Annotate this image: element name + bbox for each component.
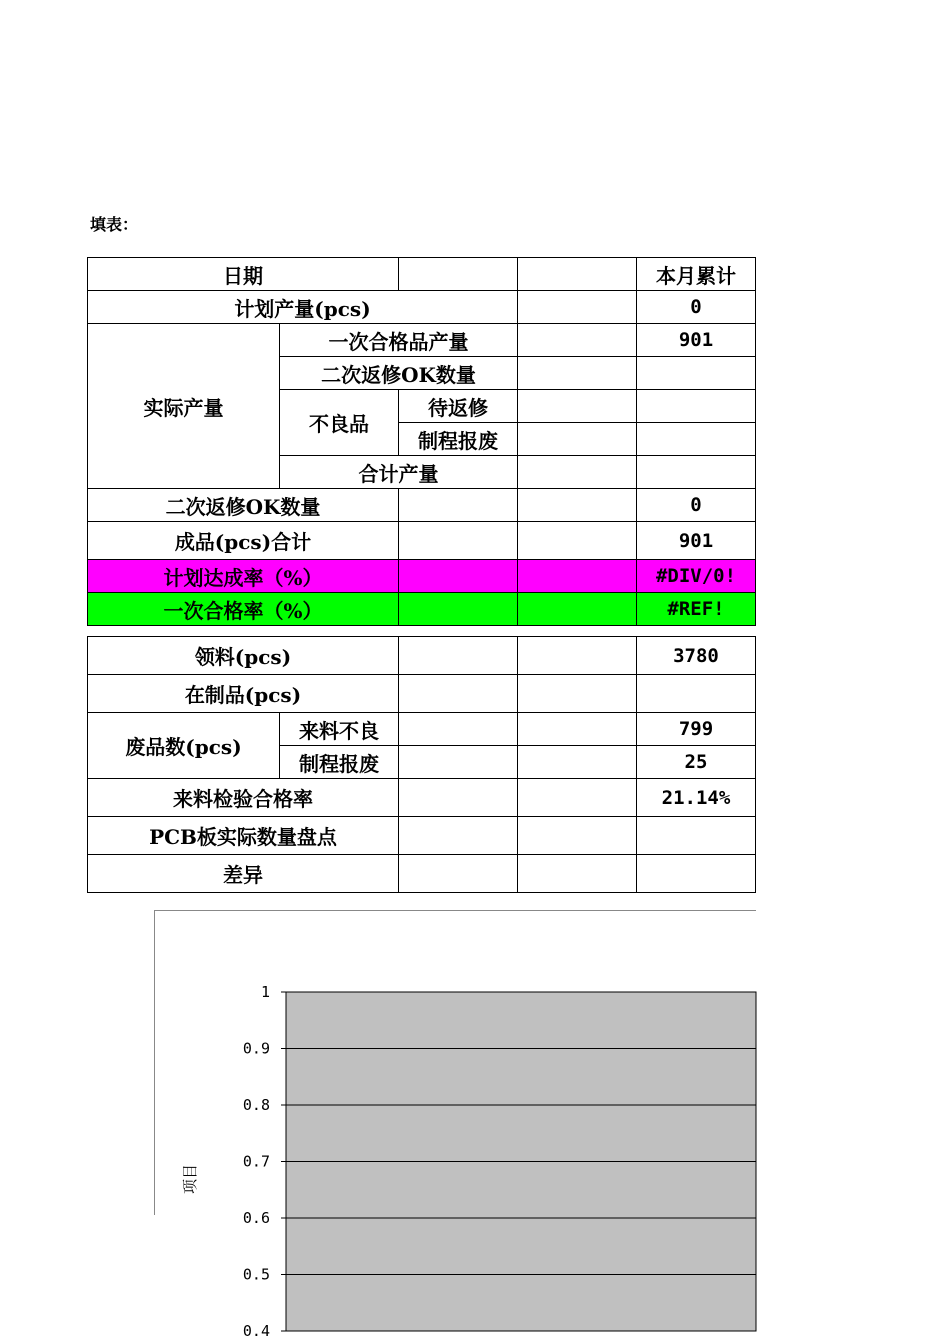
total-output-cell[interactable] bbox=[518, 456, 637, 489]
chart-svg bbox=[155, 911, 756, 1340]
chart-area bbox=[154, 910, 756, 1340]
material-issued-cell-1[interactable] bbox=[399, 637, 518, 675]
defective-label: 不良品 bbox=[280, 390, 399, 456]
rework-ok-cell[interactable] bbox=[518, 357, 637, 390]
process-scrap-qty-value[interactable]: 25 bbox=[637, 746, 756, 779]
pcb-count-row bbox=[88, 817, 756, 855]
actual-output-label: 实际产量 bbox=[88, 324, 280, 489]
date-cell-1[interactable] bbox=[399, 258, 518, 291]
incoming-defect-label: 来料不良 bbox=[280, 713, 399, 746]
form-heading: 填表： bbox=[90, 215, 139, 234]
pcb-count-value[interactable] bbox=[637, 817, 756, 855]
first-pass-output-label: 一次合格品产量 bbox=[280, 324, 518, 357]
wip-label: 在制品(pcs) bbox=[88, 675, 399, 713]
incoming-pass-rate-row bbox=[88, 779, 756, 817]
process-scrap-cell[interactable] bbox=[518, 423, 637, 456]
incoming-pass-rate-value[interactable]: 21.14% bbox=[637, 779, 756, 817]
material-issued-value[interactable]: 3780 bbox=[637, 637, 756, 675]
pending-rework-label: 待返修 bbox=[399, 390, 518, 423]
first-pass-output-value[interactable]: 901 bbox=[637, 324, 756, 357]
pcb-count-cell-1[interactable] bbox=[399, 817, 518, 855]
incoming-defect-row bbox=[88, 713, 756, 746]
pcb-count-cell-2[interactable] bbox=[518, 817, 637, 855]
y-tick-label: 0.6 bbox=[242, 1209, 270, 1227]
total-output-label: 合计产量 bbox=[280, 456, 518, 489]
cumulative-label: 本月累计 bbox=[637, 258, 756, 291]
planned-output-cell[interactable] bbox=[518, 291, 637, 324]
first-pass-output-row bbox=[88, 324, 756, 357]
finished-total-value[interactable]: 901 bbox=[637, 522, 756, 560]
process-scrap-qty-cell-2[interactable] bbox=[518, 746, 637, 779]
rework-ok-label: 二次返修OK数量 bbox=[280, 357, 518, 390]
plan-rate-value[interactable]: #DIV/0! bbox=[637, 560, 756, 593]
planned-output-value[interactable]: 0 bbox=[637, 291, 756, 324]
date-row bbox=[88, 258, 756, 291]
difference-cell-2[interactable] bbox=[518, 855, 637, 893]
rework-ok-qty-row bbox=[88, 489, 756, 522]
incoming-pass-rate-cell-2[interactable] bbox=[518, 779, 637, 817]
plan-rate-cell-2[interactable] bbox=[518, 560, 637, 593]
pending-rework-value[interactable] bbox=[637, 390, 756, 423]
wip-cell-2[interactable] bbox=[518, 675, 637, 713]
incoming-defect-value[interactable]: 799 bbox=[637, 713, 756, 746]
material-issued-row bbox=[88, 637, 756, 675]
material-summary-table bbox=[87, 636, 756, 893]
rework-ok-qty-cell-2[interactable] bbox=[518, 489, 637, 522]
process-scrap-qty-label: 制程报废 bbox=[280, 746, 399, 779]
finished-total-cell-1[interactable] bbox=[399, 522, 518, 560]
y-tick-label: 0.8 bbox=[242, 1096, 270, 1114]
y-tick-label: 0.9 bbox=[242, 1039, 270, 1058]
plan-rate-row bbox=[88, 560, 756, 593]
wip-value[interactable] bbox=[637, 675, 756, 713]
first-pass-rate-label: 一次合格率（%） bbox=[88, 593, 399, 626]
production-summary-table bbox=[87, 257, 756, 626]
total-output-value[interactable] bbox=[637, 456, 756, 489]
y-tick-label: 1 bbox=[260, 983, 270, 1001]
wip-row bbox=[88, 675, 756, 713]
date-cell-2[interactable] bbox=[518, 258, 637, 291]
rework-ok-qty-label: 二次返修OK数量 bbox=[88, 489, 399, 522]
process-scrap-label: 制程报废 bbox=[399, 423, 518, 456]
difference-value[interactable] bbox=[637, 855, 756, 893]
planned-output-row bbox=[88, 291, 756, 324]
y-tick-label: 0.5 bbox=[242, 1265, 270, 1284]
pending-rework-cell[interactable] bbox=[518, 390, 637, 423]
finished-total-row bbox=[88, 522, 756, 560]
rework-ok-qty-cell-1[interactable] bbox=[399, 489, 518, 522]
first-pass-rate-value[interactable]: #REF! bbox=[637, 593, 756, 626]
rework-ok-value[interactable] bbox=[637, 357, 756, 390]
scrap-qty-label: 废品数(pcs) bbox=[88, 713, 280, 779]
process-scrap-value[interactable] bbox=[637, 423, 756, 456]
first-pass-rate-row bbox=[88, 593, 756, 626]
first-pass-rate-cell-1[interactable] bbox=[399, 593, 518, 626]
pcb-count-label: PCB板实际数量盘点 bbox=[88, 817, 399, 855]
finished-total-label: 成品(pcs)合计 bbox=[88, 522, 399, 560]
rework-ok-qty-value[interactable]: 0 bbox=[637, 489, 756, 522]
plan-rate-cell-1[interactable] bbox=[399, 560, 518, 593]
material-issued-cell-2[interactable] bbox=[518, 637, 637, 675]
date-label: 日期 bbox=[88, 258, 399, 291]
y-axis-label: 项目 bbox=[181, 1163, 199, 1195]
difference-cell-1[interactable] bbox=[399, 855, 518, 893]
material-issued-label: 领料(pcs) bbox=[88, 637, 399, 675]
incoming-defect-cell-2[interactable] bbox=[518, 713, 637, 746]
y-tick-label: 0.7 bbox=[242, 1152, 270, 1171]
incoming-pass-rate-cell-1[interactable] bbox=[399, 779, 518, 817]
incoming-pass-rate-label: 来料检验合格率 bbox=[88, 779, 399, 817]
first-pass-output-cell[interactable] bbox=[518, 324, 637, 357]
planned-output-label: 计划产量(pcs) bbox=[88, 291, 518, 324]
y-tick-label: 0.4 bbox=[242, 1322, 270, 1340]
wip-cell-1[interactable] bbox=[399, 675, 518, 713]
finished-total-cell-2[interactable] bbox=[518, 522, 637, 560]
incoming-defect-cell-1[interactable] bbox=[399, 713, 518, 746]
difference-row bbox=[88, 855, 756, 893]
process-scrap-qty-cell-1[interactable] bbox=[399, 746, 518, 779]
difference-label: 差异 bbox=[88, 855, 399, 893]
plan-rate-label: 计划达成率（%） bbox=[88, 560, 399, 593]
first-pass-rate-cell-2[interactable] bbox=[518, 593, 637, 626]
